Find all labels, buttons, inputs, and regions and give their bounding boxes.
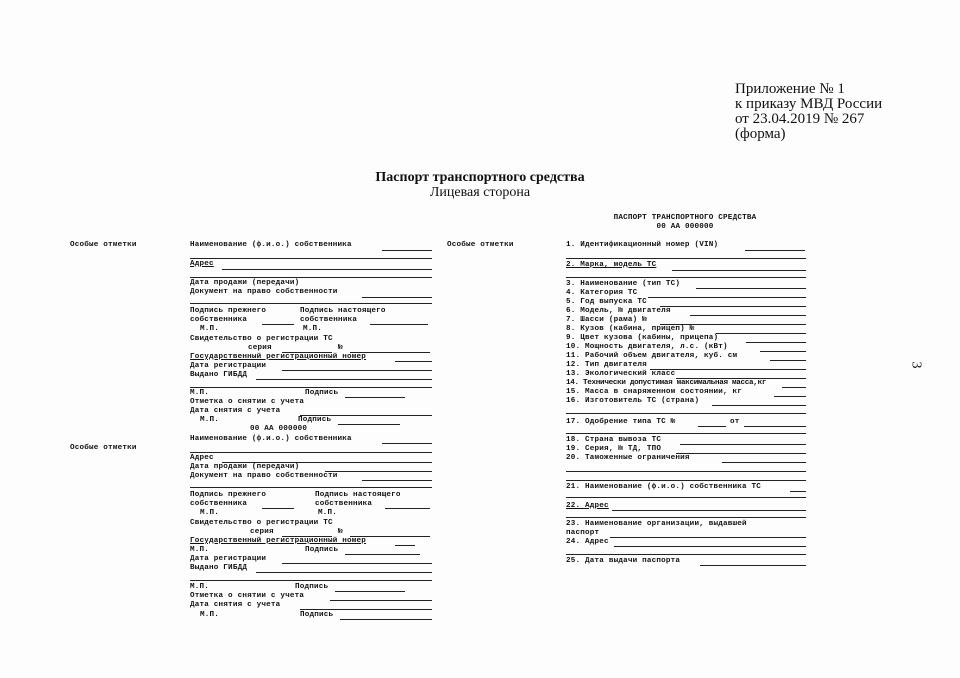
field-power: 10. Мощность двигателя, л.с. (кВт) <box>566 343 728 351</box>
divider <box>566 433 806 434</box>
divider <box>566 277 806 278</box>
field-owner-name: 21. Наименование (ф.и.о.) собственника ТС <box>566 483 762 491</box>
signature-label: Подпись <box>300 611 334 619</box>
issued-by-line <box>256 379 432 380</box>
divider <box>190 452 432 453</box>
passport-serial: 00 АА 000000 <box>250 425 308 433</box>
number-sign: № <box>338 528 343 536</box>
series-label: серия <box>248 344 272 352</box>
signature-line <box>335 591 405 592</box>
cur-owner-sig-line <box>370 324 428 325</box>
dereg-mark-label: Отметка о снятии с учета <box>190 398 305 406</box>
cur-owner-label: собственника <box>315 500 373 508</box>
field-manufacturer: 16. Изготовитель ТС (страна) <box>566 397 700 405</box>
stamp-place-label: М.П. <box>190 583 210 591</box>
field-line <box>746 342 806 343</box>
field-color: 9. Цвет кузова (кабины, прицепа) <box>566 334 719 342</box>
reg-date-line <box>282 370 432 371</box>
field-eco-class: 13. Экологический класс <box>566 370 676 378</box>
stamp-place-label: М.П. <box>200 509 220 517</box>
ownership-doc-line <box>362 297 432 298</box>
signature-label: Подпись <box>298 416 332 424</box>
field-year: 5. Год выпуска ТС <box>566 298 647 306</box>
reg-date-label: Дата регистрации <box>190 555 267 563</box>
annex-line-2: к приказу МВД России <box>735 96 883 112</box>
divider <box>190 387 432 388</box>
number-sign: № <box>338 344 343 352</box>
reg-plate-label: Государственный регистрационный номер <box>190 537 367 545</box>
field-chassis: 7. Шасси (рама) № <box>566 316 647 324</box>
annex-line-4: (форма) <box>735 126 786 142</box>
owner-name-label: Наименование (ф.и.о.) собственника <box>190 435 352 443</box>
field-line <box>770 360 806 361</box>
field-line <box>760 351 806 352</box>
field-line <box>690 315 806 316</box>
dereg-date-label: Дата снятия с учета <box>190 601 281 609</box>
signature-label: Подпись <box>305 389 339 397</box>
sale-date-line <box>325 471 432 472</box>
divider <box>190 303 432 304</box>
address-line <box>222 269 432 270</box>
ownership-doc-label: Документ на право собственности <box>190 472 338 480</box>
reg-plate-line <box>395 361 432 362</box>
stamp-place-label: М.П. <box>200 325 220 333</box>
sale-date-label: Дата продажи (передачи) <box>190 463 300 471</box>
field-export-country: 18. Страна вывоза ТС <box>566 436 662 444</box>
signature-label: Подпись <box>305 546 339 554</box>
field-type: 3. Наименование (тип ТС) <box>566 280 681 288</box>
issued-by-label: Выдано ГИБДД <box>190 371 248 379</box>
field-engine-type: 12. Тип двигателя <box>566 361 647 369</box>
stamp-place-label: М.П. <box>318 509 338 517</box>
field-line <box>774 396 806 397</box>
field-issuing-org: 23. Наименование организации, выдавшей <box>566 520 747 528</box>
signature-label: Подпись <box>295 583 329 591</box>
divider <box>190 487 432 488</box>
field-line <box>698 426 726 427</box>
field-line <box>648 297 806 298</box>
prev-owner-sig-line <box>262 324 294 325</box>
field-line <box>745 250 805 251</box>
field-make-model: 2. Марка, модель ТС <box>566 261 657 269</box>
page-number: 3 <box>908 361 924 369</box>
stamp-place-label: М.П. <box>190 546 210 554</box>
field-max-mass: 14. Технически допустимая максимальная масса,кг <box>566 379 767 387</box>
passport-header-serial: 00 АА 000000 <box>656 223 714 231</box>
annex-line-1: Приложение № 1 <box>735 81 845 97</box>
divider <box>566 471 806 472</box>
field-line <box>610 537 806 538</box>
field-line <box>782 387 806 388</box>
divider <box>566 480 806 481</box>
prev-owner-label: собственника <box>190 316 248 324</box>
passport-header-title: ПАСПОРТ ТРАНСПОРТНОГО СРЕДСТВА <box>613 214 757 222</box>
ownership-doc-label: Документ на право собственности <box>190 288 338 296</box>
divider <box>566 517 806 518</box>
prev-owner-sig-label: Подпись прежнего <box>190 307 267 315</box>
field-line <box>676 453 806 454</box>
prev-owner-sig-line <box>262 508 294 509</box>
field-displacement: 11. Рабочий объем двигателя, куб. см <box>566 352 738 360</box>
document-title: Паспорт транспортного средства <box>375 170 585 185</box>
field-line <box>790 491 806 492</box>
cur-owner-sig-line <box>385 508 430 509</box>
dereg-mark-line <box>330 600 432 601</box>
owner-name-label: Наименование (ф.и.о.) собственника <box>190 241 352 249</box>
field-issuing-org-cont: паспорт <box>566 529 600 537</box>
address-label: Адрес <box>190 260 214 268</box>
divider <box>566 413 806 414</box>
signature-line <box>345 554 420 555</box>
field-line <box>696 288 806 289</box>
divider <box>190 277 432 278</box>
divider <box>566 554 806 555</box>
reg-date-label: Дата регистрации <box>190 362 267 370</box>
signature-line <box>340 619 432 620</box>
divider <box>566 258 806 259</box>
reg-cert-label: Свидетельство о регистрации ТС <box>190 519 333 527</box>
signature-line <box>338 424 400 425</box>
document-subtitle: Лицевая сторона <box>429 185 531 200</box>
field-engine-model: 6. Модель, № двигателя <box>566 307 671 315</box>
cur-owner-label: собственника <box>300 316 358 324</box>
divider <box>190 580 432 581</box>
prev-owner-sig-label: Подпись прежнего <box>190 491 267 499</box>
field-issue-date: 25. Дата выдачи паспорта <box>566 557 681 565</box>
annex-block <box>735 82 882 142</box>
dereg-mark-label: Отметка о снятии с учета <box>190 592 305 600</box>
special-marks-label-right: Особые отметки <box>447 241 514 249</box>
stamp-place-label: М.П. <box>200 611 220 619</box>
reg-plate-label: Государственный регистрационный номер <box>190 353 367 361</box>
field-body: 8. Кузов (кабина, прицеп) № <box>566 325 695 333</box>
field-type-approval: 17. Одобрение типа ТС № <box>566 418 676 426</box>
owner-name-line <box>382 250 432 251</box>
field-customs-restrictions: 20. Таможенные ограничения <box>566 454 690 462</box>
series-label: серия <box>250 528 274 536</box>
special-marks-label-1: Особые отметки <box>70 241 137 249</box>
owner-name-line <box>382 443 432 444</box>
field-line <box>680 444 806 445</box>
field-line <box>614 546 806 547</box>
divider <box>566 497 806 498</box>
sale-date-label: Дата продажи (передачи) <box>190 279 300 287</box>
field-vin: 1. Идентификационный номер (VIN) <box>566 241 719 249</box>
field-line <box>672 270 806 271</box>
stamp-place-label: М.П. <box>303 325 323 333</box>
issued-by-label: Выдано ГИБДД <box>190 564 248 572</box>
field-line <box>744 426 806 427</box>
reg-cert-label: Свидетельство о регистрации ТС <box>190 335 333 343</box>
dereg-date-line <box>300 609 432 610</box>
field-issuing-address: 24. Адрес <box>566 538 609 546</box>
field-line <box>660 306 806 307</box>
signature-line <box>345 397 405 398</box>
issued-by-line <box>256 572 432 573</box>
reg-plate-line <box>395 545 415 546</box>
field-owner-address: 22. Адрес <box>566 502 609 510</box>
field-line <box>722 462 806 463</box>
field-type-approval-from: от <box>730 418 740 426</box>
field-line <box>700 565 806 566</box>
field-line <box>712 405 806 406</box>
divider <box>190 258 432 259</box>
field-category: 4. Категория ТС <box>566 289 638 297</box>
special-marks-label-2: Особые отметки <box>70 444 137 452</box>
address-label: Адрес <box>190 454 214 462</box>
stamp-place-label: М.П. <box>190 389 210 397</box>
ownership-doc-line <box>362 480 432 481</box>
field-curb-mass: 15. Масса в снаряженном состоянии, кг <box>566 388 743 396</box>
cur-owner-sig-label: Подпись настоящего <box>315 491 401 499</box>
stamp-place-label: М.П. <box>200 416 220 424</box>
field-line <box>716 333 806 334</box>
annex-line-3: от 23.04.2019 № 267 <box>735 111 865 127</box>
field-customs-doc: 19. Серия, № ТД, ТПО <box>566 445 662 453</box>
cur-owner-sig-label: Подпись настоящего <box>300 307 386 315</box>
reg-date-line <box>282 563 432 564</box>
dereg-date-label: Дата снятия с учета <box>190 407 281 415</box>
field-line <box>612 510 806 511</box>
prev-owner-label: собственника <box>190 500 248 508</box>
